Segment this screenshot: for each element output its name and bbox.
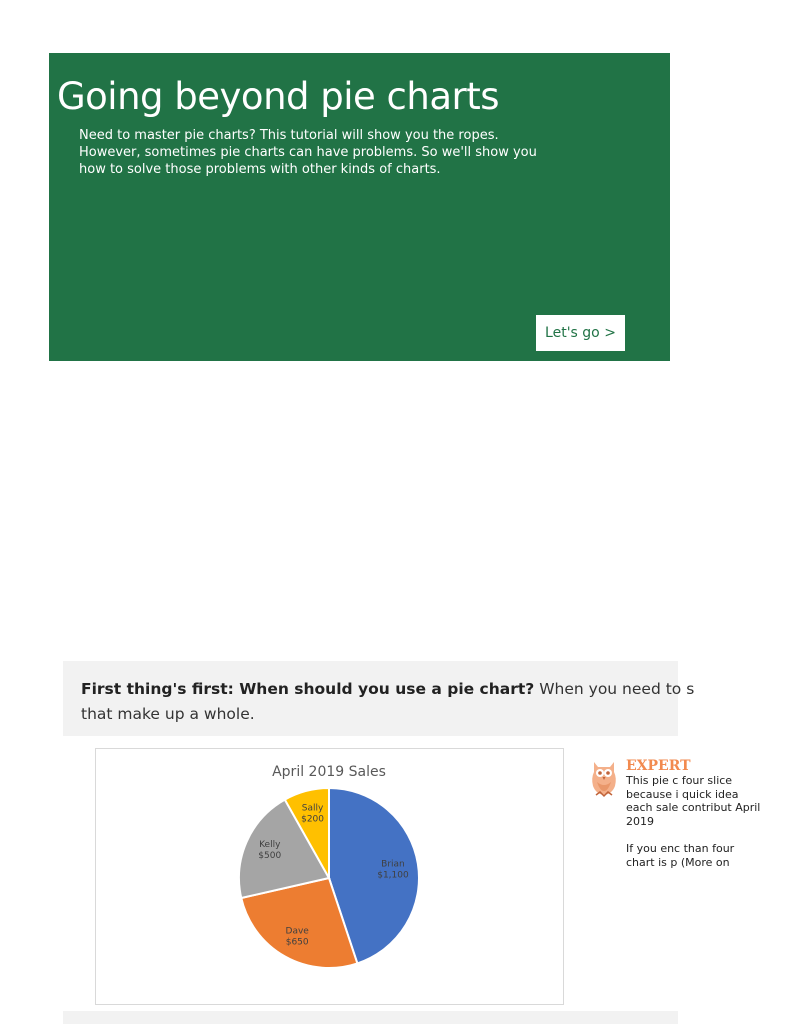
tip-body [626,774,766,882]
hero-description: Need to master pie charts? This tutorial will show you the ropes. However, sometimes pie charts can have problems. So we'll show you how to solve those problems with other kinds of charts. [79,128,537,177]
hero-title: Going beyond pie charts [57,75,500,118]
intro-answer: When you need to s [534,680,695,698]
intro-question: First thing's first: When should you use a pie chart? [81,680,535,698]
slice-value-label: $500 [258,850,282,861]
tip-paragraph-2: If you enc than four chart is p (More on [626,841,735,869]
intro-text [81,677,801,727]
next-section-band [63,1011,678,1024]
intro-answer-line2: that make up a whole. [81,705,255,723]
slice-value-label: $200 [301,814,325,825]
hero-banner [49,53,670,361]
tip-paragraph-1: This pie c four slice because i quick idea each sale contribut April 2019 [626,774,761,829]
intro-band [63,661,695,736]
pie-chart-container [95,748,564,1005]
slice-value-label: $1,100 [377,870,409,881]
pie-chart [96,749,563,1004]
tip-heading: EXPERT [626,758,691,774]
expert-tip [590,758,761,958]
chart-title: April 2019 Sales [272,764,386,780]
owl-icon [590,758,618,798]
slice-category-label: Dave [285,926,309,937]
slice-category-label: Sally [301,803,324,814]
slice-category-label: Kelly [259,839,281,850]
slice-value-label: $650 [285,937,309,948]
slice-category-label: Brian [381,859,405,870]
lets-go-button[interactable]: Let's go > [536,315,625,351]
